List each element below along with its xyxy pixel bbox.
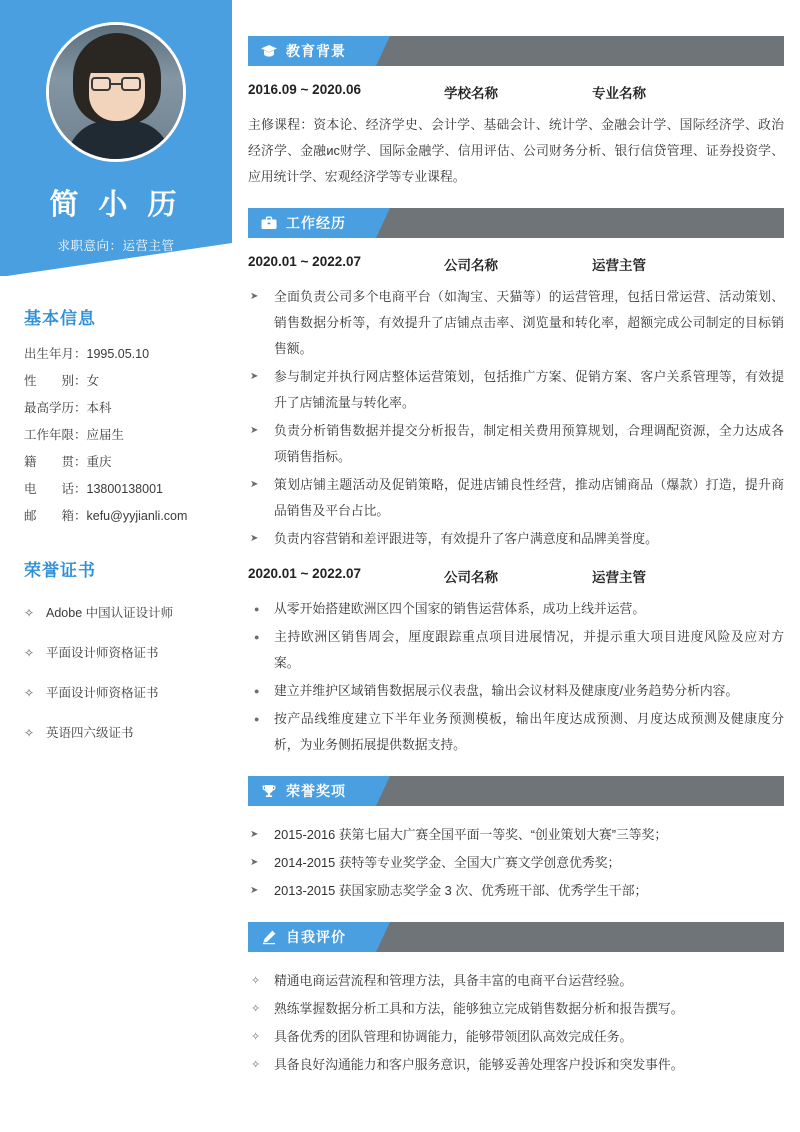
pen-icon: [260, 928, 278, 946]
trophy-icon: [260, 782, 278, 800]
list-item: 工作年限：应届生: [24, 428, 125, 442]
list-item: ✧ 具备良好沟通能力和客户服务意识，能够妥善处理客户投诉和突发事件。: [248, 1052, 784, 1078]
list-item: ● 从零开始搭建欧洲区四个国家的销售运营体系，成功上线并运营。: [248, 596, 784, 622]
section-education: [248, 36, 784, 190]
section-tag: [248, 776, 376, 806]
section-title: 荣誉奖项: [286, 783, 346, 799]
honors-list: [248, 822, 784, 904]
education-school: 学校名称: [444, 86, 498, 101]
portrait-photo: [49, 25, 183, 159]
list-item: 性 别：女: [24, 374, 100, 388]
list-item: ➤ 全面负责公司多个电商平台（如淘宝、天猫等）的运营管理，包括日常运营、活动策划、销售数据分析等，有效提升了店铺点击率、浏览量和转化率，超额完成公司制定的目标销售额。: [248, 284, 784, 362]
self-evaluation-list: [248, 968, 784, 1078]
work-date: 2020.01 ~ 2022.07: [248, 254, 361, 269]
main-content: [248, 0, 784, 1096]
sidebar: [0, 0, 232, 1132]
certificates-title: 荣誉证书: [24, 561, 96, 580]
section-tag: [248, 208, 376, 238]
glasses-bridge-icon: [111, 83, 121, 85]
list-item: ✧ Adobe 中国认证设计师: [24, 593, 208, 633]
list-item: ➤ 负责分析销售数据并提交分析报告，制定相关费用预算规划，合理调配资源，全力达成各项销售指标。: [248, 418, 784, 470]
education-date: 2016.09 ~ 2020.06: [248, 82, 361, 97]
avatar-bangs: [81, 39, 153, 73]
section-header: [248, 36, 784, 66]
work-company: 公司名称: [444, 258, 498, 273]
section-title: 教育背景: [286, 43, 346, 59]
section-header: [248, 208, 784, 238]
education-major: 专业名称: [592, 86, 646, 101]
sidebar-body: [0, 276, 232, 753]
list-item: ➤ 2014-2015 获特等专业奖学金、全国大广赛文学创意优秀奖；: [248, 850, 784, 876]
section-header: [248, 922, 784, 952]
candidate-name: 简 小 历: [49, 189, 183, 221]
section-work: [248, 208, 784, 758]
section-header: [248, 776, 784, 806]
section-self-evaluation: [248, 922, 784, 1078]
list-item: 籍 贯：重庆: [24, 455, 112, 469]
work-bullets: [248, 284, 784, 552]
list-item: 邮 箱：kefu@yyjianli.com: [24, 509, 188, 523]
glasses-left-icon: [91, 77, 111, 91]
work-header-row: [248, 254, 784, 274]
list-item: 最高学历：本科: [24, 401, 112, 415]
list-item: ✧ 熟练掌握数据分析工具和方法，能够独立完成销售数据分析和报告撰写。: [248, 996, 784, 1022]
list-item: 出生年月：1995.05.10: [24, 347, 150, 361]
list-item: ✧ 具备优秀的团队管理和协调能力，能够带领团队高效完成任务。: [248, 1024, 784, 1050]
list-item: ➤ 2015-2016 获第七届大广赛全国平面一等奖、“创业策划大赛”三等奖；: [248, 822, 784, 848]
work-company: 公司名称: [444, 570, 498, 585]
basic-info-title: 基本信息: [24, 309, 96, 328]
graduation-cap-icon: [260, 42, 278, 60]
work-bullets: [248, 596, 784, 758]
certificates-list: [24, 593, 208, 753]
education-header-row: [248, 82, 784, 102]
section-title: 工作经历: [286, 215, 346, 231]
section-title: 自我评价: [286, 929, 346, 945]
list-item: 电 话：13800138001: [24, 482, 163, 496]
list-item: ➤ 2013-2015 获国家励志奖学金 3 次、优秀班干部、优秀学生干部；: [248, 878, 784, 904]
list-item: ➤ 负责内容营销和差评跟进等，有效提升了客户满意度和品牌美誉度。: [248, 526, 784, 552]
briefcase-icon: [260, 214, 278, 232]
list-item: ✧ 平面设计师资格证书: [24, 673, 208, 713]
list-item: ● 按产品线维度建立下半年业务预测模板，输出年度达成预测、月度达成预测及健康度分析，为业务侧拓展提供数据支持。: [248, 706, 784, 758]
education-courses: 主修课程：资本论、经济学史、会计学、基础会计、统计学、金融会计学、国际经济学、政治经济学、金融ис财学、国际金融学、信用评估、公司财务分析、银行信贷管理、证券投资学、应用统计学、宏观经济学等专业课程。: [248, 117, 784, 184]
list-item: ● 建立并维护区域销售数据展示仪表盘，输出会议材料及健康度/业务趋势分析内容。: [248, 678, 784, 704]
job-objective: 求职意向：运营主管: [57, 239, 175, 253]
work-role: 运营主管: [592, 258, 646, 273]
basic-info-list: [24, 341, 208, 530]
sidebar-header: [0, 0, 232, 276]
avatar-body: [67, 121, 171, 162]
list-item: ● 主持欧洲区销售周会，厘度跟踪重点项目进展情况，并提示重大项目进度风险及应对方案。: [248, 624, 784, 676]
section-tag: [248, 36, 376, 66]
work-role: 运营主管: [592, 570, 646, 585]
list-item: ✧ 英语四六级证书: [24, 713, 208, 753]
section-tag: [248, 922, 376, 952]
list-item: ➤ 策划店铺主题活动及促销策略，促进店铺良性经营，推动店铺商品（爆款）打造，提升商品销售及平台占比。: [248, 472, 784, 524]
glasses-right-icon: [121, 77, 141, 91]
list-item: ✧ 精通电商运营流程和管理方法，具备丰富的电商平台运营经验。: [248, 968, 784, 994]
list-item: ➤ 参与制定并执行网店整体运营策划，包括推广方案、促销方案、客户关系管理等，有效提升了店铺流量与转化率。: [248, 364, 784, 416]
section-honors: [248, 776, 784, 904]
avatar: [46, 22, 186, 162]
list-item: ✧ 平面设计师资格证书: [24, 633, 208, 673]
work-header-row: [248, 566, 784, 586]
work-date: 2020.01 ~ 2022.07: [248, 566, 361, 581]
